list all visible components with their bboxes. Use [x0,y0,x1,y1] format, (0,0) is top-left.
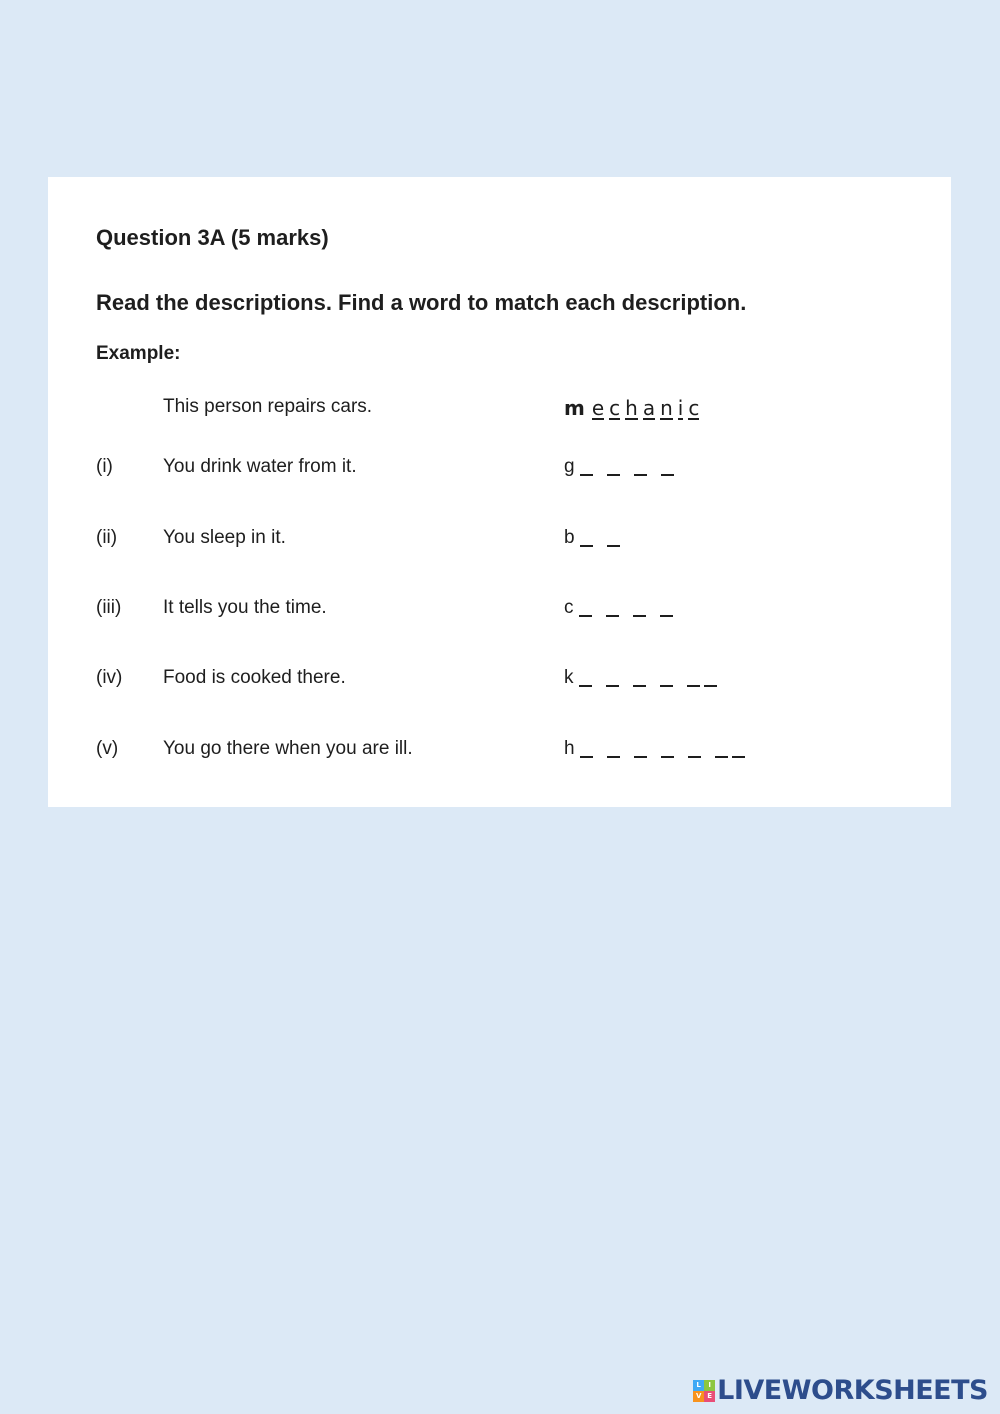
answer-blank[interactable] [580,545,593,547]
logo-text: LIVEWORKSHEETS [717,1375,988,1406]
answer-blank[interactable] [633,615,646,617]
answer-field[interactable] [564,597,673,619]
example-answer-letter: e [591,396,605,420]
answer-blank[interactable] [606,615,619,617]
answer-blank[interactable] [607,545,620,547]
question-row [96,597,896,627]
example-answer-letter: m [564,396,585,420]
example-answer-letter: c [609,396,621,420]
answer-first-letter: b [564,527,575,548]
answer-blank[interactable] [687,685,700,687]
answer-blank[interactable] [633,685,646,687]
example-answer [564,396,704,420]
answer-blank[interactable] [606,685,619,687]
answer-blank[interactable] [660,615,673,617]
answer-first-letter: g [564,456,575,477]
example-description: This person repairs cars. [163,396,373,417]
question-description: You go there when you are ill. [163,738,413,759]
answer-field[interactable] [564,456,674,478]
answer-blank[interactable] [580,756,593,758]
question-number: (i) [96,456,113,477]
answer-first-letter: k [564,667,574,688]
worksheet-card [48,177,951,807]
logo-mark-letter: I [704,1380,715,1391]
answer-blank[interactable] [634,474,647,476]
question-row [96,527,896,557]
question-number: (iv) [96,667,123,688]
logo-mark-letter: L [693,1380,704,1391]
answer-field[interactable] [564,738,745,760]
example-answer-letter: c [688,396,700,420]
example-label: Example: [96,343,181,364]
question-row [96,456,896,486]
logo-mark-letter: E [704,1391,715,1402]
liveworksheets-logo [693,1375,988,1406]
question-description: Food is cooked there. [163,667,346,688]
answer-blank[interactable] [634,756,647,758]
answer-field[interactable] [564,527,620,549]
answer-blank[interactable] [661,474,674,476]
example-answer-letter: h [625,396,638,420]
question-heading: Question 3A (5 marks) [96,225,329,250]
answer-blank[interactable] [661,756,674,758]
logo-mark-icon [693,1380,715,1402]
question-description: It tells you the time. [163,597,327,618]
question-row [96,738,896,768]
question-row [96,667,896,697]
question-description: You drink water from it. [163,456,357,477]
answer-blank[interactable] [660,685,673,687]
answer-blank[interactable] [688,756,701,758]
question-number: (ii) [96,527,118,548]
logo-mark-letter: V [693,1391,704,1402]
example-row [96,396,896,426]
answer-blank[interactable] [607,756,620,758]
answer-blank[interactable] [715,756,728,758]
answer-first-letter: c [564,597,574,618]
answer-blank[interactable] [732,756,745,758]
answer-blank[interactable] [607,474,620,476]
example-answer-letter: a [642,396,656,420]
question-description: You sleep in it. [163,527,286,548]
question-number: (iii) [96,597,122,618]
question-number: (v) [96,738,119,759]
answer-blank[interactable] [579,615,592,617]
example-answer-letter: i [677,396,684,420]
example-answer-letter: n [660,396,673,420]
answer-first-letter: h [564,738,575,759]
example-answer-word [564,396,704,420]
answer-field[interactable] [564,667,717,689]
answer-blank[interactable] [579,685,592,687]
instruction-text: Read the descriptions. Find a word to match each description. [96,290,747,315]
answer-blank[interactable] [580,474,593,476]
answer-blank[interactable] [704,685,717,687]
